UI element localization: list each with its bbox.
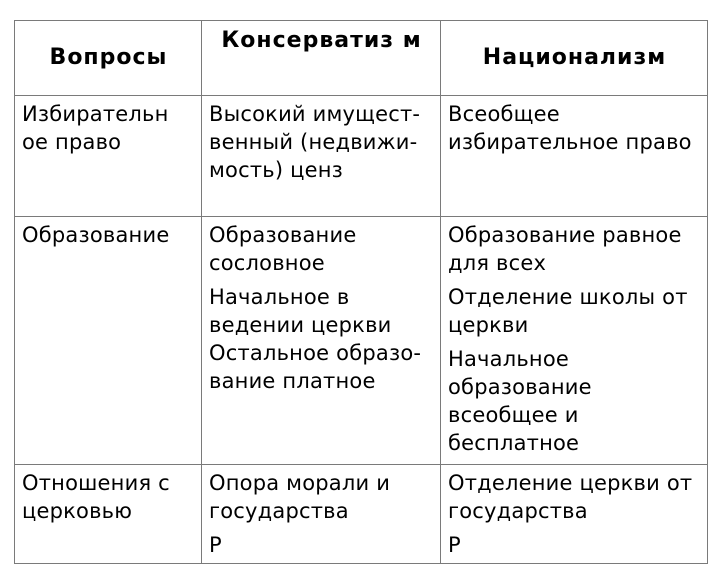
comparison-table (14, 20, 708, 564)
cell-paragraph: Высокий имущест-венный (недвижи-мость) ценз (209, 102, 421, 182)
cell-paragraph: Остальное образо-вание платное (209, 341, 422, 393)
row-conservatism-cell (202, 465, 441, 564)
cell-paragraph: Отделение школы от церкви (448, 285, 688, 337)
cell-paragraph: Р (209, 533, 222, 557)
table-row (15, 217, 708, 465)
row-question: Образование (15, 217, 202, 465)
header-nationalism: Национализм (441, 21, 708, 96)
cell-paragraph: Начальное в ведении церкви (209, 285, 392, 337)
header-conservatism: Консерватиз м (202, 21, 441, 96)
cell-paragraph: Образование равное для всех (448, 223, 682, 275)
table-row (15, 96, 708, 217)
cell-paragraph: Образование сословное (209, 223, 357, 275)
row-conservatism-cell (202, 96, 441, 217)
cell-paragraph: Всеобщее избирательное право (448, 102, 692, 154)
table-row (15, 465, 708, 564)
row-nationalism-cell (441, 96, 708, 217)
row-question: Отношения с церковью (15, 465, 202, 564)
row-question: Избирательн ое право (15, 96, 202, 217)
row-nationalism-cell (441, 217, 708, 465)
cell-paragraph: Р (448, 533, 461, 557)
cell-paragraph: Начальное образование всеобщее и бесплатное (448, 347, 592, 455)
row-conservatism-cell (202, 217, 441, 465)
row-nationalism-cell (441, 465, 708, 564)
table-header-row (15, 21, 708, 96)
cell-paragraph: Отделение церкви от государства (448, 471, 693, 523)
header-questions: Вопросы (15, 21, 202, 96)
cell-paragraph: Опора морали и государства (209, 471, 391, 523)
